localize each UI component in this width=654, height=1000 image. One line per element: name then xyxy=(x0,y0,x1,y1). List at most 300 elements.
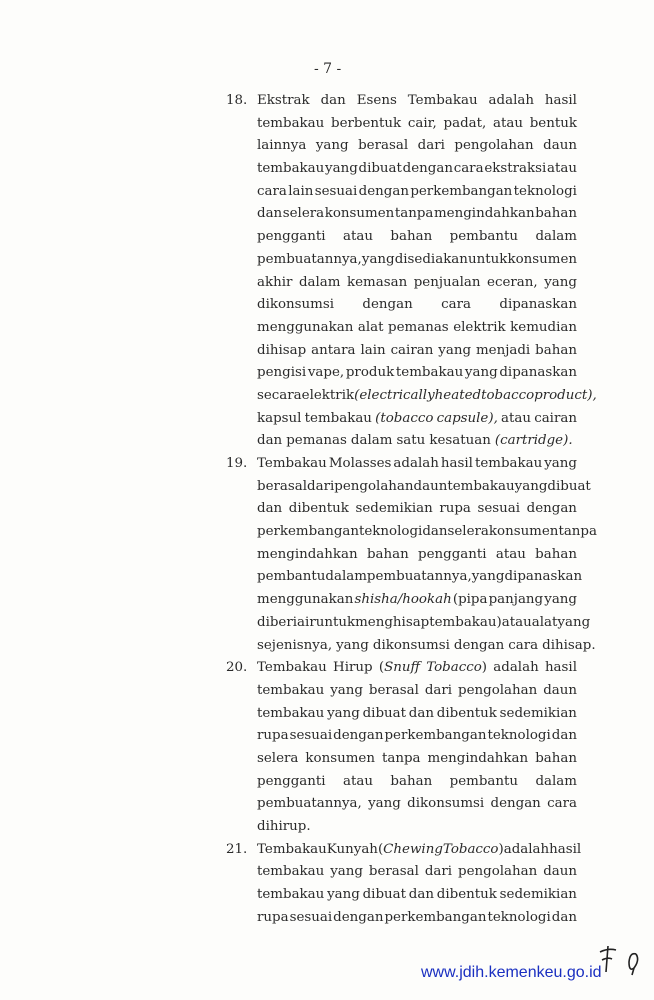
word xyxy=(257,408,301,431)
word-part: ekstraksi xyxy=(484,161,547,177)
word xyxy=(544,272,577,295)
word xyxy=(257,249,362,272)
definition-item xyxy=(0,90,654,453)
italic-term: Tobacco xyxy=(442,841,499,857)
word xyxy=(333,657,373,680)
word xyxy=(438,340,471,363)
word xyxy=(448,521,489,544)
word-part: dihisap xyxy=(257,342,307,358)
word xyxy=(481,385,534,408)
word-part: yang xyxy=(325,161,358,177)
word xyxy=(437,703,497,726)
word-part: bahan xyxy=(366,546,409,562)
word xyxy=(257,203,282,226)
word xyxy=(426,657,487,680)
word-part: pengganti xyxy=(257,229,326,245)
word xyxy=(367,566,472,589)
word xyxy=(422,521,447,544)
word-part: tembakau xyxy=(257,864,325,880)
word xyxy=(305,748,375,771)
italic-term: heated xyxy=(434,387,482,403)
word xyxy=(325,566,367,589)
word xyxy=(297,612,316,635)
text-line xyxy=(257,748,577,771)
word-part: tembakau xyxy=(257,887,325,903)
word-part: air xyxy=(297,614,316,630)
word xyxy=(327,884,360,907)
word-part: sesuai xyxy=(314,183,358,199)
word-part: konsumen xyxy=(488,524,559,540)
word xyxy=(454,158,484,181)
word-part: tembakau) xyxy=(429,614,502,630)
word-part: hasil xyxy=(544,93,577,108)
word xyxy=(499,294,577,317)
word-part: pengganti xyxy=(418,546,487,562)
word-part: cairan xyxy=(534,410,577,426)
word xyxy=(500,884,577,907)
word xyxy=(367,544,409,567)
word xyxy=(325,203,395,226)
word xyxy=(437,408,498,431)
text-line xyxy=(257,884,577,907)
word-part: Kunyah xyxy=(326,841,378,857)
word xyxy=(489,90,534,113)
word xyxy=(336,635,369,658)
word xyxy=(257,158,324,181)
word xyxy=(544,589,577,612)
word-part: ) xyxy=(498,841,504,857)
word xyxy=(290,907,333,930)
word-part: menggunakan xyxy=(257,592,354,608)
italic-term: Tobacco xyxy=(426,660,482,676)
word xyxy=(489,589,544,612)
word xyxy=(388,317,449,340)
word-part: cara xyxy=(257,183,287,199)
text-line xyxy=(257,90,577,113)
word xyxy=(390,226,432,249)
text-line xyxy=(257,725,577,748)
word xyxy=(305,408,372,431)
word xyxy=(257,521,359,544)
word xyxy=(535,748,577,771)
word-part: adalah xyxy=(493,660,539,676)
word xyxy=(315,181,358,204)
word-part: dihirup. xyxy=(257,819,311,834)
word-part: (pipa xyxy=(452,592,488,608)
word-part: pembuatannya, xyxy=(366,569,472,585)
word xyxy=(330,680,363,703)
word-part: atau xyxy=(342,773,373,789)
word-part: pengolahan xyxy=(458,864,538,880)
text-line xyxy=(257,793,577,816)
word-part: Esens xyxy=(356,93,397,108)
word-part: rupa xyxy=(257,728,289,744)
word xyxy=(429,612,502,635)
word-part: dikonsumsi xyxy=(372,637,450,653)
word-part: cairan xyxy=(390,342,434,358)
word xyxy=(257,317,353,340)
word-part: dipanaskan xyxy=(504,569,583,585)
item-number: 21. xyxy=(226,841,248,857)
word xyxy=(543,680,577,703)
word-part: dikonsumsi xyxy=(257,297,335,313)
text-line xyxy=(257,635,596,658)
word-part: pemanas xyxy=(388,319,449,335)
word-part: dan xyxy=(257,206,283,222)
word-part: dalam xyxy=(325,569,367,585)
word-part: atau xyxy=(342,229,373,245)
word-part: sedemikian xyxy=(355,501,433,517)
word-part: pembantu xyxy=(449,773,519,789)
word-part: yang xyxy=(514,478,548,494)
word xyxy=(395,249,468,272)
text-line xyxy=(257,498,577,521)
word xyxy=(308,362,344,385)
word-part: cara xyxy=(441,297,471,313)
word xyxy=(514,181,577,204)
word xyxy=(359,181,409,204)
word xyxy=(408,113,437,136)
word xyxy=(532,612,558,635)
word-part: alat xyxy=(357,319,384,335)
word xyxy=(468,249,507,272)
word xyxy=(409,884,434,907)
word xyxy=(453,317,505,340)
word xyxy=(358,317,384,340)
word-part: tanpa xyxy=(394,206,434,222)
word xyxy=(390,771,432,794)
word xyxy=(403,158,453,181)
text-line xyxy=(257,816,577,839)
word xyxy=(535,226,577,249)
word-part: alat xyxy=(531,614,558,630)
word xyxy=(429,430,491,453)
text-line xyxy=(257,294,577,317)
word xyxy=(428,748,529,771)
word xyxy=(545,90,577,113)
word xyxy=(535,203,577,226)
word-part: dibentuk xyxy=(288,501,349,517)
word-part: dibuat xyxy=(362,705,407,721)
word-part: adalah xyxy=(393,456,439,471)
definition-item xyxy=(0,657,654,839)
text-line xyxy=(257,272,577,295)
word-part: hasil xyxy=(440,456,473,471)
word xyxy=(435,385,481,408)
word-part: kesatuan xyxy=(429,433,491,449)
word-part: yang xyxy=(330,864,363,880)
word-part: hasil xyxy=(549,841,582,857)
word xyxy=(496,544,526,567)
word-part: atau xyxy=(501,410,532,426)
word-part: eceran, xyxy=(487,274,538,290)
word xyxy=(257,476,307,499)
word-part: menjadi xyxy=(475,342,531,358)
word-part: yang xyxy=(544,456,577,471)
word xyxy=(257,907,289,930)
word xyxy=(453,589,488,612)
italic-term: (tobacco xyxy=(375,410,434,426)
word xyxy=(283,203,324,226)
word-part: bentuk xyxy=(529,115,577,131)
word-part: ( xyxy=(377,841,384,857)
word-part: dari xyxy=(307,478,335,494)
word xyxy=(527,498,577,521)
word-part: dari xyxy=(417,138,445,154)
word-part: selera xyxy=(282,206,325,222)
word xyxy=(363,884,406,907)
word-part: perkembangan xyxy=(257,524,359,540)
word-part: dibuat xyxy=(547,478,591,494)
word-part: panjang xyxy=(488,592,544,608)
text-line xyxy=(257,181,577,204)
word-part: rupa xyxy=(257,909,289,925)
word xyxy=(257,385,302,408)
word xyxy=(465,362,498,385)
word-part: Tembakau xyxy=(257,841,327,857)
text-line xyxy=(257,566,583,589)
text-line xyxy=(257,385,597,408)
word-part: bahan xyxy=(390,773,433,789)
word xyxy=(547,793,577,816)
word xyxy=(257,90,310,113)
word-part: yang xyxy=(368,796,401,812)
word-part: pembantu xyxy=(257,569,326,585)
word xyxy=(288,181,313,204)
word-part: Tembakau xyxy=(407,93,478,108)
word xyxy=(257,839,327,862)
word-part: atau xyxy=(495,546,526,562)
text-line xyxy=(257,680,577,703)
word-part: lainnya xyxy=(257,138,307,154)
word-part: pengolahan xyxy=(458,682,538,698)
word xyxy=(549,839,581,862)
word xyxy=(257,657,327,680)
word xyxy=(396,362,463,385)
word xyxy=(502,612,532,635)
word-part: rupa xyxy=(439,501,471,517)
text-line xyxy=(257,612,591,635)
word-part: atau xyxy=(501,614,532,630)
word-part: selera xyxy=(447,524,489,540)
word xyxy=(359,158,402,181)
word xyxy=(409,703,434,726)
word xyxy=(351,430,393,453)
text-line xyxy=(257,203,577,226)
text-line xyxy=(257,771,577,794)
word xyxy=(302,385,354,408)
word-part: dengan xyxy=(333,909,384,925)
word xyxy=(286,430,347,453)
word-part: yang xyxy=(327,887,360,903)
word-part: daun xyxy=(543,682,577,698)
word xyxy=(499,362,577,385)
word xyxy=(257,884,324,907)
word xyxy=(441,294,471,317)
word xyxy=(418,544,487,567)
word xyxy=(357,90,397,113)
word-part: selera xyxy=(257,750,299,766)
word-part: antara xyxy=(311,342,356,358)
word xyxy=(507,249,577,272)
word xyxy=(475,453,542,476)
word-part: yang xyxy=(544,274,577,290)
word-part: dengan xyxy=(358,183,409,199)
word-part: pengolahan xyxy=(454,138,534,154)
text-line xyxy=(257,317,577,340)
word-part: teknologi xyxy=(513,183,577,199)
word-part: pengganti xyxy=(257,773,326,789)
word xyxy=(439,498,471,521)
word xyxy=(257,861,324,884)
word-part: tembakau xyxy=(474,456,543,471)
text-line xyxy=(257,430,577,453)
word xyxy=(257,703,324,726)
word xyxy=(558,521,597,544)
word-part: pengolahan xyxy=(334,478,414,494)
word-part: yang xyxy=(557,614,591,630)
word-part: ( xyxy=(378,660,385,676)
word xyxy=(504,566,582,589)
word xyxy=(547,476,590,499)
word xyxy=(316,135,349,158)
word xyxy=(290,725,333,748)
word xyxy=(491,793,541,816)
word xyxy=(327,839,378,862)
word-part: bahan xyxy=(535,206,577,222)
word-part: sedemikian xyxy=(499,887,577,903)
page-number: - 7 - xyxy=(314,61,342,77)
word-part: tanpa xyxy=(381,750,421,766)
word xyxy=(325,158,358,181)
word xyxy=(257,793,362,816)
word-part: berasal xyxy=(358,138,409,154)
word-part: pengisi xyxy=(257,365,307,381)
word xyxy=(454,135,533,158)
word xyxy=(542,635,595,658)
word xyxy=(552,725,577,748)
word-part: pembuatannya, xyxy=(257,251,362,267)
word xyxy=(535,771,577,794)
word xyxy=(547,158,577,181)
word-part: teknologi xyxy=(487,728,551,744)
word-part: tembakau xyxy=(257,705,325,721)
text-line xyxy=(257,657,577,680)
word xyxy=(489,521,559,544)
footer-url-link[interactable]: www.jdih.kemenkeu.go.id xyxy=(421,964,602,981)
word xyxy=(450,226,518,249)
word xyxy=(375,408,433,431)
word-part: dan xyxy=(408,705,434,721)
word xyxy=(425,861,452,884)
word-part: yang xyxy=(361,251,395,267)
word-part: kemasan xyxy=(347,274,408,290)
text-line xyxy=(257,907,577,930)
word xyxy=(382,748,421,771)
word-part: elektrik xyxy=(301,387,355,403)
word-part: berasal xyxy=(257,478,308,494)
word-part: dengan xyxy=(453,637,505,653)
word xyxy=(334,476,413,499)
word-part: cair, xyxy=(407,115,437,131)
word xyxy=(257,725,289,748)
word xyxy=(355,498,432,521)
word xyxy=(384,725,486,748)
word-part: menghisap xyxy=(355,614,430,630)
word xyxy=(257,113,324,136)
word-part: tembakau xyxy=(257,115,325,131)
word xyxy=(410,181,512,204)
word xyxy=(395,203,434,226)
italic-term: (cartridge). xyxy=(494,433,573,449)
word-part: kemudian xyxy=(510,319,577,335)
word-part: penjualan xyxy=(413,274,481,290)
word xyxy=(327,703,360,726)
text-line xyxy=(257,226,577,249)
word-part: dan xyxy=(257,501,283,517)
text-line xyxy=(257,589,577,612)
word-part: dipanaskan xyxy=(499,365,577,381)
word xyxy=(354,385,435,408)
word-part: mengindahkan xyxy=(257,546,358,562)
word-part: pembuatannya, xyxy=(257,796,362,812)
word-part: sesuai xyxy=(289,728,333,744)
word-part: dihisap. xyxy=(542,637,596,653)
word-part: padat, xyxy=(443,115,487,131)
handwritten-initials-icon xyxy=(596,940,646,980)
italic-term: capsule), xyxy=(436,410,498,426)
word-part: yang xyxy=(471,569,505,585)
word xyxy=(333,725,383,748)
word-part: menggunakan xyxy=(257,319,354,335)
word-part: mengindahkan xyxy=(427,750,529,766)
word-part: bahan xyxy=(535,750,577,766)
definition-item xyxy=(0,453,654,657)
word xyxy=(331,113,401,136)
word xyxy=(362,294,412,317)
word-part: mengindahkan xyxy=(433,206,535,222)
italic-term: Snuff xyxy=(384,660,420,676)
word xyxy=(257,589,353,612)
word-part: adalah xyxy=(503,841,550,857)
word xyxy=(257,544,358,567)
word-part: dipanaskan xyxy=(499,297,577,313)
word xyxy=(257,816,311,839)
italic-term: shisha/hookah xyxy=(354,592,452,608)
word-part: atau xyxy=(547,161,577,177)
word-part: ) xyxy=(481,660,488,676)
text-line xyxy=(257,861,577,884)
word-part: sedemikian xyxy=(499,705,577,721)
word xyxy=(414,476,448,499)
word-part: dengan xyxy=(333,728,384,744)
word-part: dibuat xyxy=(362,887,407,903)
word-part: tembakau xyxy=(304,410,372,426)
word xyxy=(434,203,535,226)
word xyxy=(487,907,550,930)
word xyxy=(257,362,306,385)
word-part: perkembangan xyxy=(384,728,487,744)
word-part: tembakau xyxy=(447,478,515,494)
word-part: dalam xyxy=(298,274,341,290)
word xyxy=(504,839,549,862)
word-part: dan xyxy=(257,433,283,449)
word xyxy=(493,113,523,136)
word xyxy=(441,453,473,476)
word xyxy=(407,793,484,816)
word-part: dan xyxy=(408,887,434,903)
word xyxy=(458,861,537,884)
